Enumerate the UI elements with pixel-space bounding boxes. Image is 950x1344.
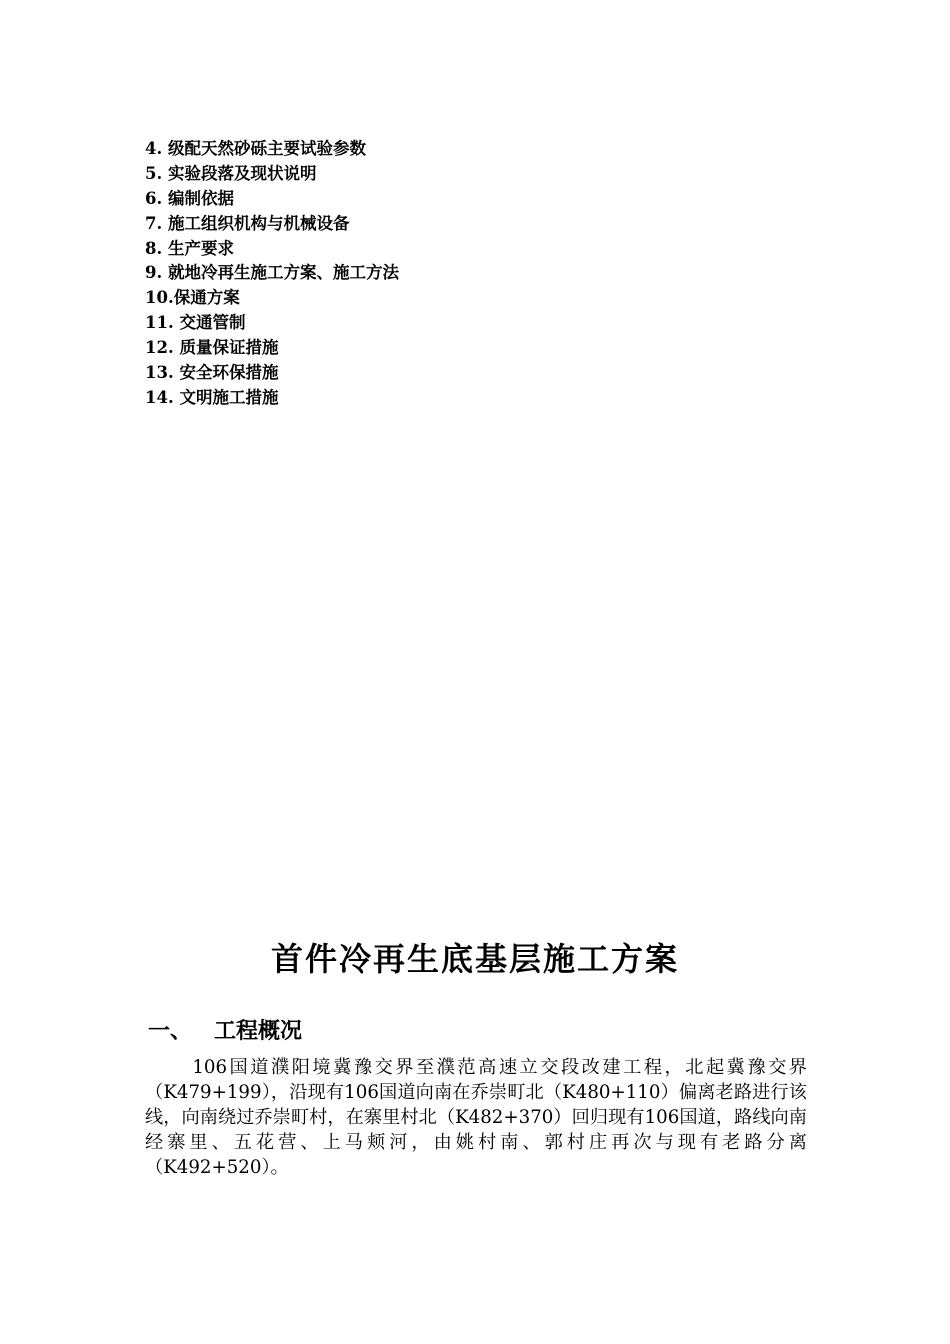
toc-item: 9. 就地冷再生施工方案、施工方法	[145, 263, 399, 283]
toc-item: 10.保通方案	[145, 288, 240, 308]
toc-item: 6. 编制依据	[145, 188, 234, 208]
section-heading-text: 工程概况	[214, 1019, 303, 1044]
toc-item: 13. 安全环保措施	[145, 363, 279, 383]
toc-item: 5. 实验段落及现状说明	[145, 163, 317, 183]
toc-item: 7. 施工组织机构与机械设备	[145, 213, 350, 233]
toc-item: 8. 生产要求	[145, 238, 234, 258]
document-title: 首件冷再生底基层施工方案	[270, 940, 679, 978]
table-of-contents	[145, 137, 399, 411]
toc-item: 11. 交通管制	[145, 313, 246, 333]
toc-item: 12. 质量保证措施	[145, 338, 279, 358]
toc-item: 14. 文明施工措施	[145, 387, 279, 407]
section-number: 一、	[148, 1019, 193, 1044]
section-heading	[148, 1014, 302, 1050]
toc-item: 4. 级配天然砂砾主要试验参数	[145, 139, 366, 158]
body-paragraph: 106国道濮阳境冀豫交界至濮范高速立交段改建工程，北起冀豫交界（K479+199），沿现有106国道向南在乔崇町北（K480+110）偏离老路进行该线，向南绕过乔崇町村，在寨里村北（K482+370）回归现有106国道，路线向南经寨里、五花营、上马颊河，由姚村南、郭村庄再次与现有老路分离（K492+520）。	[145, 1057, 807, 1178]
